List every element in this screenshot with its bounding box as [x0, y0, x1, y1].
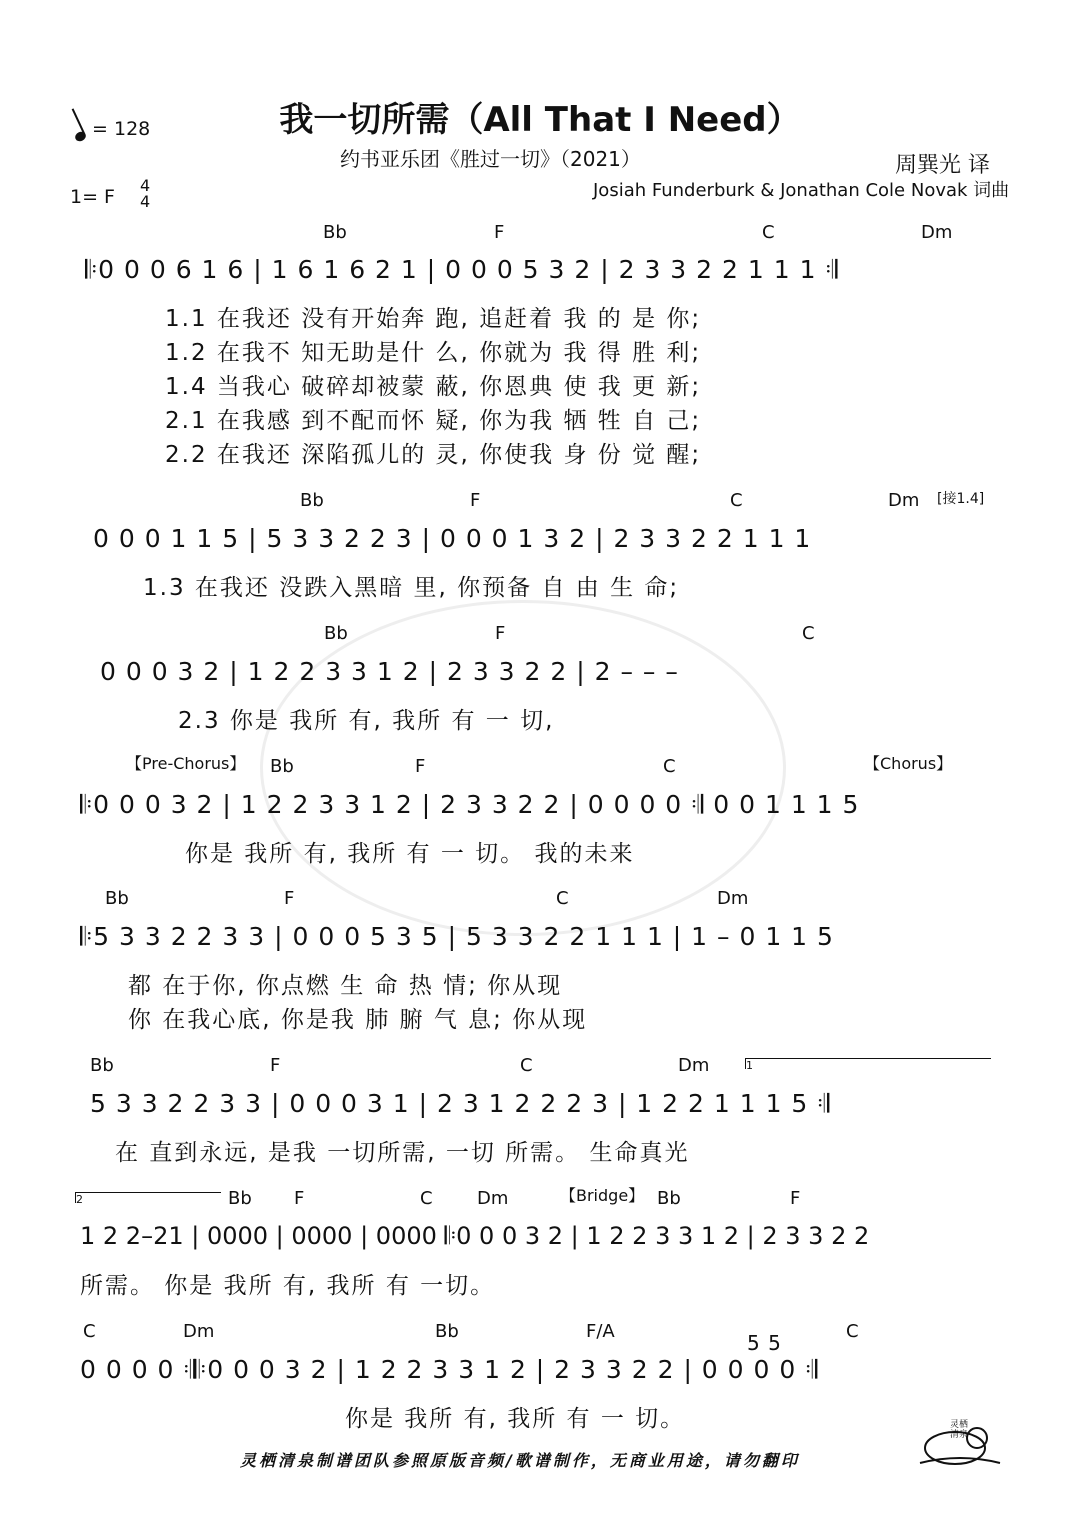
chord-label: Bb: [228, 1188, 252, 1209]
chord-label: F/A: [586, 1321, 615, 1342]
lyric-line: 所需。 你是 我所 有, 我所 有 一切。: [80, 1273, 496, 1299]
lyric-line: 你是 我所 有, 我所 有 一 切。 我的未来: [185, 841, 635, 867]
chord-label: F: [790, 1188, 801, 1209]
chord-label: Bb: [657, 1188, 681, 1209]
section-bridge: 【Bridge】: [560, 1186, 645, 1205]
jump-marker: [接1.4]: [937, 491, 985, 507]
chord-label: Bb: [300, 490, 324, 511]
chord-label: F: [415, 756, 426, 777]
chord-label: C: [762, 222, 775, 243]
chord-label: Bb: [90, 1055, 114, 1076]
chord-label: Dm: [183, 1321, 215, 1342]
chord-label: Bb: [435, 1321, 459, 1342]
lyric-line: 在 直到永远, 是我 一切所需, 一切 所需。 生命真光: [115, 1140, 690, 1166]
chord-label: F: [294, 1188, 305, 1209]
lyric-line: 1.3 在我还 没跌入黑暗 里, 你预备 自 由 生 命;: [143, 575, 680, 601]
chord-label: Dm: [717, 888, 749, 909]
lyric-line: 你 在我心底, 你是我 肺 腑 气 息; 你从现: [128, 1007, 588, 1033]
section-prechorus: 【Pre-Chorus】: [126, 754, 246, 773]
chord-label: C: [663, 756, 676, 777]
time-signature: 4 4: [140, 176, 151, 211]
chord-label: F: [270, 1055, 281, 1076]
tempo-marking: = 128: [75, 118, 150, 140]
notation-line: 0 0 0 1 1 5 | 5 3 3 2 2 3 | 0 0 0 1 3 2 | 2 3 3 2 2 1 1 1: [93, 524, 812, 553]
chord-label: F: [495, 623, 506, 644]
lyric-line: 1.4 当我心 破碎却被蒙 蔽, 你恩典 使 我 更 新;: [165, 374, 702, 400]
key-signature: 1= F: [70, 186, 115, 208]
chord-label: Bb: [323, 222, 347, 243]
volta-bracket-1: 1: [745, 1058, 991, 1069]
volta-bracket-2: 2: [75, 1192, 221, 1203]
chord-label: F: [470, 490, 481, 511]
lyric-line: 都 在于你, 你点燃 生 命 热 情; 你从现: [128, 973, 563, 999]
composer-credit: Josiah Funderburk & Jonathan Cole Novak 词曲: [593, 180, 1010, 201]
chord-label: C: [556, 888, 569, 909]
copyright-footer: 灵栖清泉制谱团队参照原版音频/歌谱制作，无商业用途，请勿翻印: [240, 1451, 800, 1470]
chord-label: C: [846, 1321, 859, 1342]
chord-label: Bb: [324, 623, 348, 644]
chord-label: Bb: [105, 888, 129, 909]
chord-label: F: [494, 222, 505, 243]
chord-label: Dm: [921, 222, 953, 243]
notation-line: 1 2 2–21 | 0000 | 0000 | 0000 𝄆0 0 0 3 2 | 1 2 2 3 3 1 2 | 2 3 3 2 2: [80, 1222, 870, 1250]
notation-line: 𝄆0 0 0 6 1 6 | 1 6 1 6 2 1 | 0 0 0 5 3 2 | 2 3 3 2 2 1 1 1 𝄇: [85, 255, 839, 284]
chord-label: C: [83, 1321, 96, 1342]
chord-label: C: [802, 623, 815, 644]
lyric-line: 2.2 在我还 深陷孤儿的 灵, 你使我 身 份 觉 醒;: [165, 442, 702, 468]
chord-label: Dm: [678, 1055, 710, 1076]
lyric-line: 2.1 在我感 到不配而怀 疑, 你为我 牺 牲 自 己;: [165, 408, 702, 434]
notation-line: 0 0 0 0 𝄇𝄆0 0 0 3 2 | 1 2 2 3 3 1 2 | 2 3 3 2 2 | 0 0 0 0 𝄇: [80, 1355, 819, 1384]
notation-line: 𝄆0 0 0 3 2 | 1 2 2 3 3 1 2 | 2 3 3 2 2 | 0 0 0 0 𝄇 0 0 1 1 1 5: [80, 790, 860, 819]
section-chorus: 【Chorus】: [864, 754, 953, 773]
lyric-line: 1.1 在我还 没有开始奔 跑, 追赶着 我 的 是 你;: [165, 306, 702, 332]
chord-label: C: [730, 490, 743, 511]
lyric-line: 你是 我所 有, 我所 有 一 切。: [345, 1406, 686, 1432]
notation-line: 5 3 3 2 2 3 3 | 0 0 0 3 1 | 2 3 1 2 2 2 3 | 1 2 2 1 1 1 5 𝄇: [90, 1089, 831, 1118]
chord-label: C: [420, 1188, 433, 1209]
translator: 周巽光 译: [895, 153, 990, 178]
lyric-line: 1.2 在我不 知无助是什 么, 你就为 我 得 胜 利;: [165, 340, 702, 366]
chord-label: C: [520, 1055, 533, 1076]
album-subtitle: 约书亚乐团《胜过一切》（2021）: [340, 147, 641, 171]
harmony-notes: 5 5: [747, 1331, 782, 1355]
chord-label: F: [284, 888, 295, 909]
notation-line: 𝄆5 3 3 2 2 3 3 | 0 0 0 5 3 5 | 5 3 3 2 2 1 1 1 | 1 – 0 1 1 5: [80, 922, 834, 951]
chord-label: Dm: [888, 490, 920, 511]
notation-line: 0 0 0 3 2 | 1 2 2 3 3 1 2 | 2 3 3 2 2 | 2 – – –: [100, 657, 679, 686]
background-watermark: [260, 600, 786, 936]
song-title: 我一切所需（All That I Need）: [279, 100, 801, 140]
chord-label: Bb: [270, 756, 294, 777]
lyric-line: 2.3 你是 我所 有, 我所 有 一 切,: [178, 708, 555, 734]
logo-text: 灵栖清泉: [950, 1420, 969, 1440]
chord-label: Dm: [477, 1188, 509, 1209]
